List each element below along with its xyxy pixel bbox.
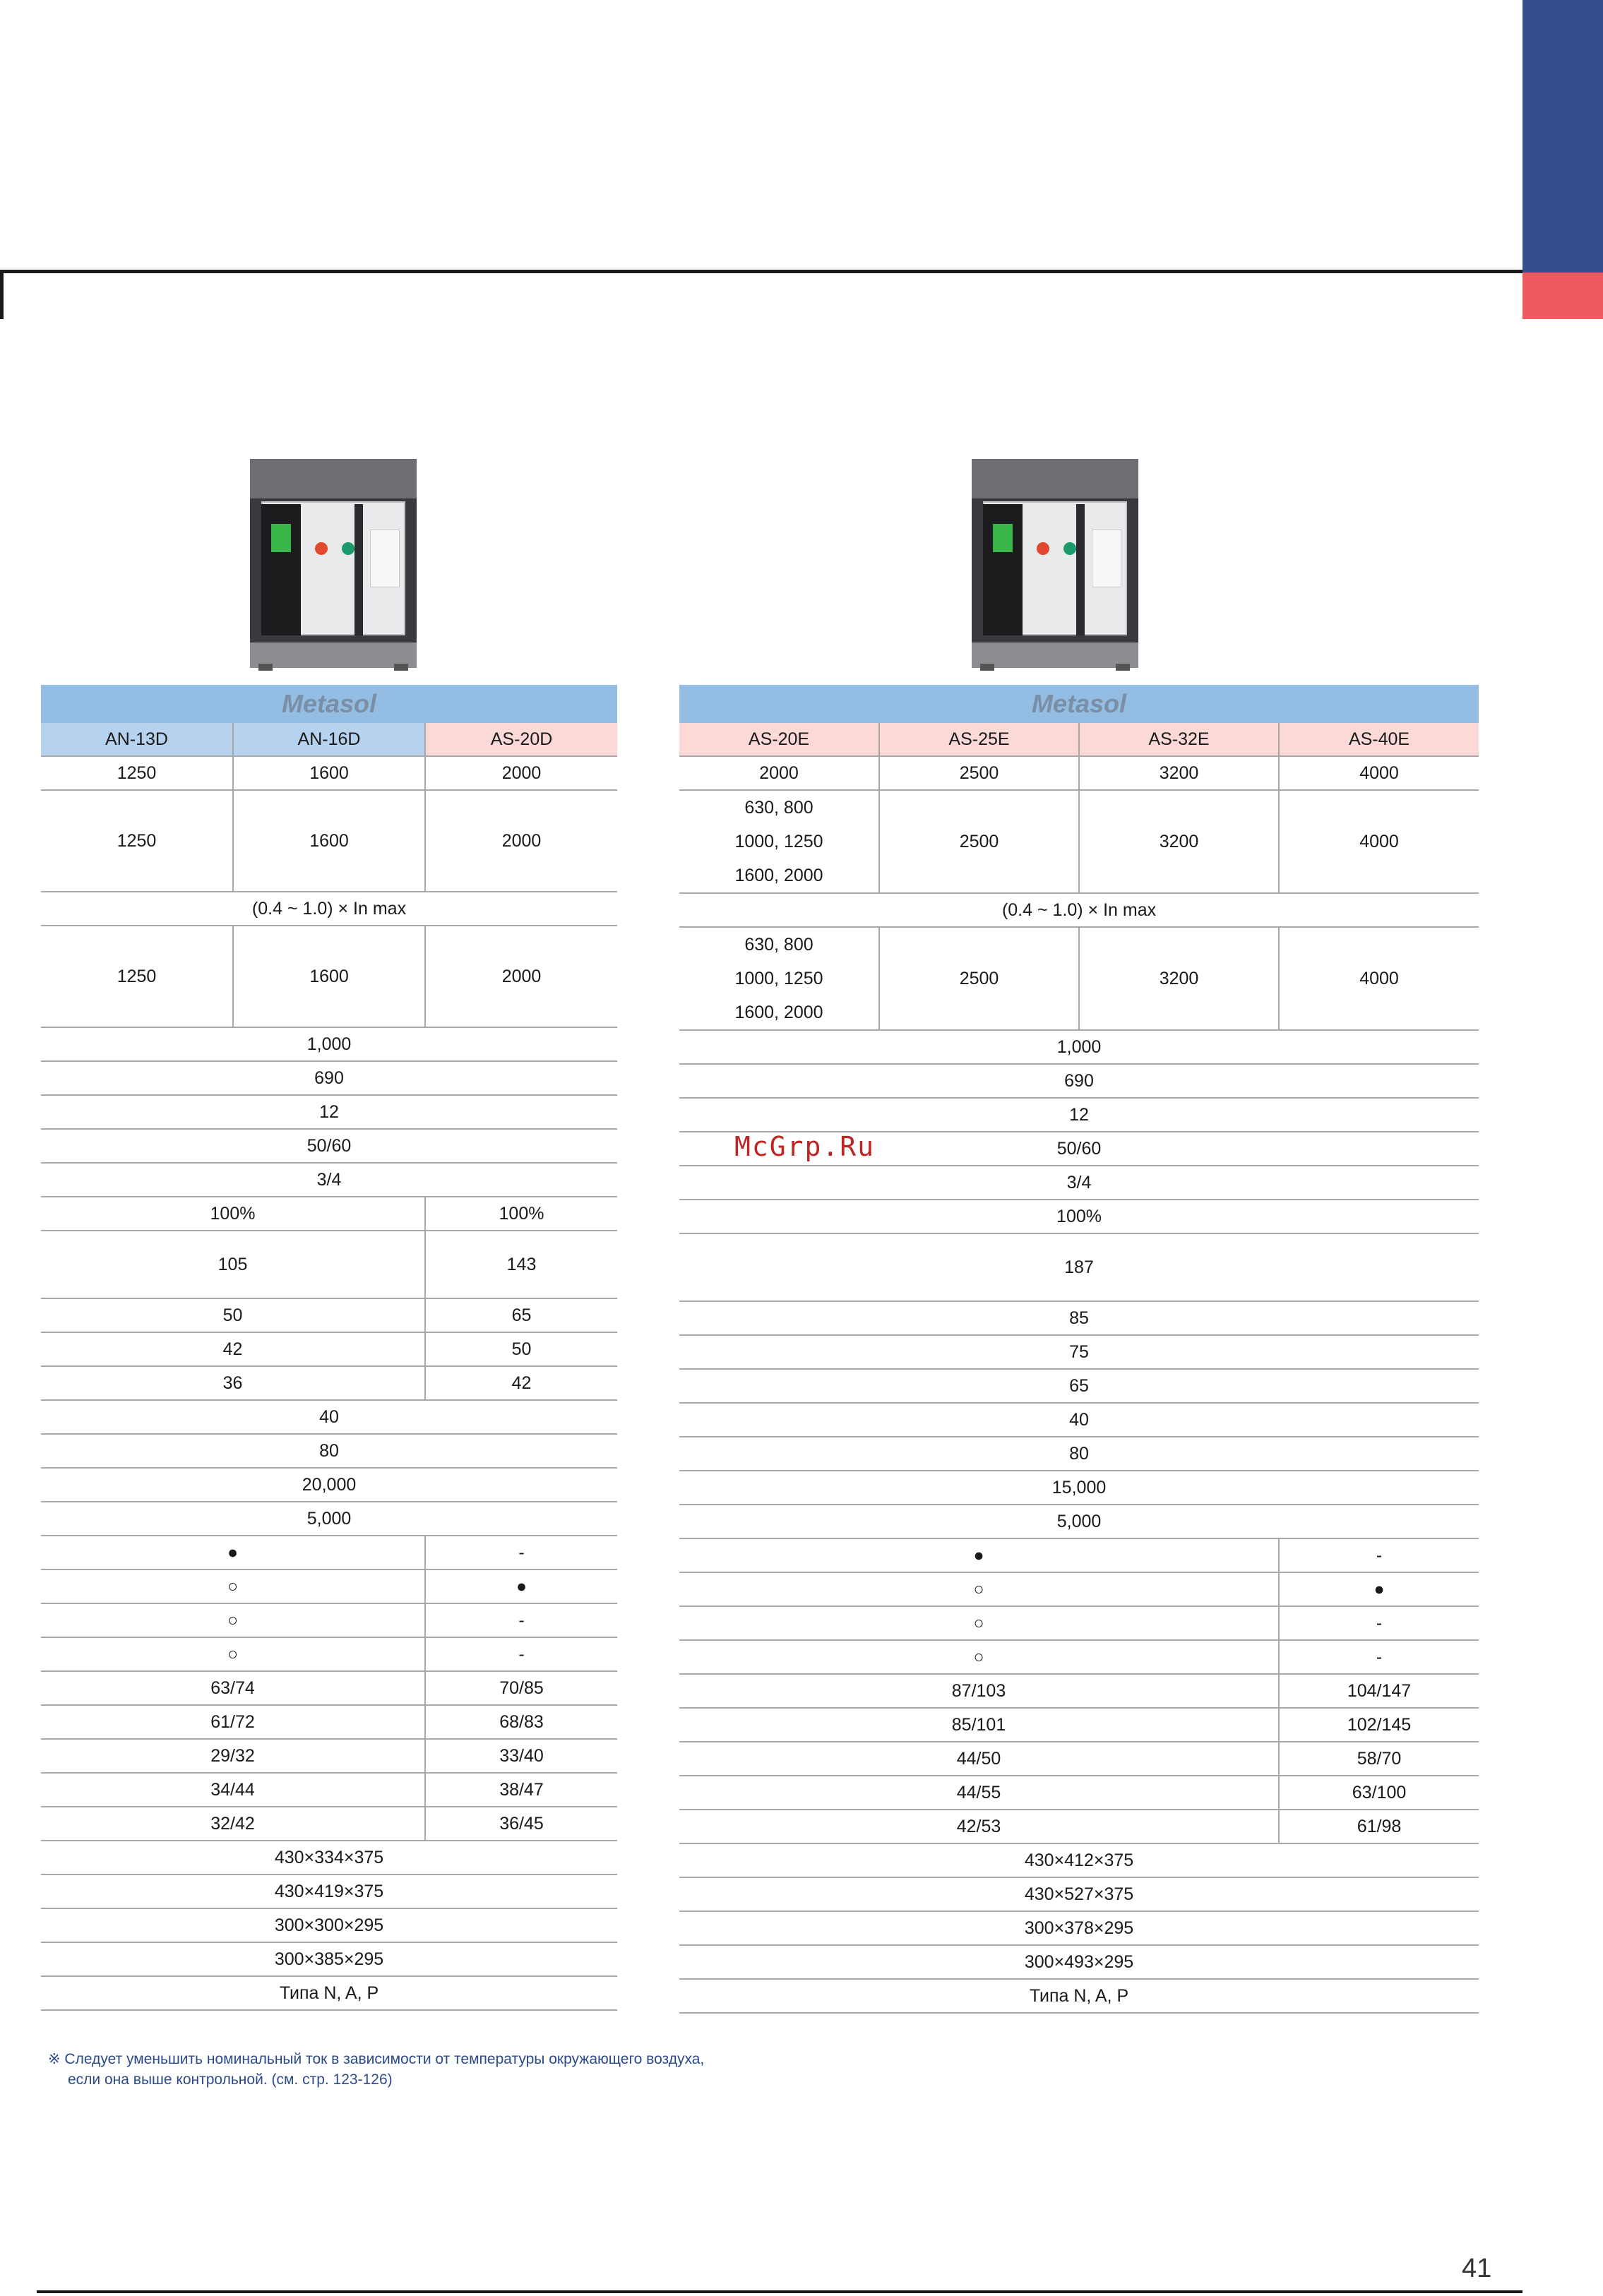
table-cell: 63/100 — [1279, 1776, 1479, 1810]
table-row — [679, 756, 1479, 790]
table-row — [41, 1976, 617, 2010]
table-cell: ○ — [41, 1569, 425, 1603]
table-row — [41, 1027, 617, 1061]
table-row — [679, 1776, 1479, 1810]
table-row — [679, 1098, 1479, 1132]
header-rule — [0, 270, 1522, 273]
table-row — [41, 1875, 617, 1908]
spec-table-left — [41, 685, 617, 2011]
table-row — [41, 1400, 617, 1434]
table-cell: ○ — [679, 1572, 1279, 1606]
table-row — [41, 892, 617, 926]
table-cell: 690 — [679, 1064, 1479, 1098]
table-cell: 65 — [679, 1369, 1479, 1403]
footnote-line: если она выше контрольной. (см. стр. 123-126) — [68, 2071, 393, 2088]
table-cell: - — [1279, 1606, 1479, 1640]
table-cell: 40 — [41, 1400, 617, 1434]
table-cell: 300×493×295 — [679, 1945, 1479, 1979]
brand-header: Metasol — [41, 685, 617, 723]
table-row — [679, 1572, 1479, 1606]
table-row — [41, 1434, 617, 1468]
table-cell: ○ — [679, 1640, 1279, 1674]
table-cell: 61/72 — [41, 1705, 425, 1739]
table-row — [679, 1810, 1479, 1843]
table-row — [679, 1471, 1479, 1505]
table-cell: 690 — [41, 1061, 617, 1095]
table-cell: 80 — [41, 1434, 617, 1468]
table-cell: 50 — [41, 1298, 425, 1332]
table-cell: Типа N, A, P — [679, 1979, 1479, 2013]
table-cell: 44/50 — [679, 1742, 1279, 1776]
table-cell: 42 — [425, 1366, 617, 1400]
table-cell: 5,000 — [679, 1505, 1479, 1538]
table-cell: ● — [425, 1569, 617, 1603]
table-cell: 63/74 — [41, 1671, 425, 1705]
table-cell: 104/147 — [1279, 1674, 1479, 1708]
table-cell: 3200 — [1079, 790, 1279, 893]
model-header: AS-32E — [1079, 723, 1279, 756]
table-cell: - — [425, 1637, 617, 1671]
table-cell: 4000 — [1279, 927, 1479, 1030]
table-cell: 430×419×375 — [41, 1875, 617, 1908]
table-cell: 143 — [425, 1231, 617, 1298]
table-cell — [679, 927, 879, 1030]
table-row — [679, 1166, 1479, 1200]
table-row — [679, 1606, 1479, 1640]
table-row — [41, 1671, 617, 1705]
table-row — [41, 1908, 617, 1942]
table-row — [679, 1064, 1479, 1098]
model-header: AS-25E — [879, 723, 1079, 756]
table-cell: 3200 — [1079, 756, 1279, 790]
page-number: 41 — [1462, 2254, 1492, 2283]
table-cell: 15,000 — [679, 1471, 1479, 1505]
table-cell: 42/53 — [679, 1810, 1279, 1843]
table-cell: 1600 — [233, 926, 425, 1027]
table-row — [679, 1843, 1479, 1877]
table-row — [41, 1807, 617, 1841]
table-cell: 32/42 — [41, 1807, 425, 1841]
table-row — [679, 1911, 1479, 1945]
table-cell: - — [425, 1603, 617, 1637]
table-cell: 3200 — [1079, 927, 1279, 1030]
table-cell: 2500 — [879, 927, 1079, 1030]
table-cell: 50/60 — [41, 1129, 617, 1163]
table-cell: 36 — [41, 1366, 425, 1400]
table-row — [41, 1231, 617, 1298]
table-row — [679, 1335, 1479, 1369]
table-cell: ● — [679, 1538, 1279, 1572]
table-row — [679, 790, 1479, 893]
table-cell: 100% — [425, 1197, 617, 1231]
cell-line: 1600, 2000 — [734, 866, 823, 885]
table-cell: 2000 — [679, 756, 879, 790]
table-row — [41, 926, 617, 1027]
table-cell: 40 — [679, 1403, 1479, 1437]
table-cell: 430×334×375 — [41, 1841, 617, 1875]
table-cell: 34/44 — [41, 1773, 425, 1807]
model-header: AN-16D — [233, 723, 425, 756]
table-row — [679, 1437, 1479, 1471]
table-cell: Типа N, A, P — [41, 1976, 617, 2010]
table-cell: 4000 — [1279, 790, 1479, 893]
model-header: AN-13D — [41, 723, 233, 756]
table-row — [679, 1945, 1479, 1979]
watermark: McGrp.Ru — [734, 1131, 876, 1162]
table-row — [41, 756, 617, 790]
table-cell: 50 — [425, 1332, 617, 1366]
table-cell: 75 — [679, 1335, 1479, 1369]
table-cell: 1,000 — [41, 1027, 617, 1061]
breaker-photo-right — [972, 459, 1138, 671]
cell-line: 630, 800 — [744, 798, 814, 818]
table-cell: 36/45 — [425, 1807, 617, 1841]
table-cell: 5,000 — [41, 1502, 617, 1536]
table-cell: 70/85 — [425, 1671, 617, 1705]
table-cell: ○ — [679, 1606, 1279, 1640]
cell-line: 1000, 1250 — [734, 969, 823, 988]
table-cell: 1,000 — [679, 1030, 1479, 1064]
table-cell: - — [1279, 1538, 1479, 1572]
table-cell: 2500 — [879, 756, 1079, 790]
table-cell — [679, 790, 879, 893]
table-cell: 105 — [41, 1231, 425, 1298]
table-cell: 1600 — [233, 790, 425, 892]
table-cell: 58/70 — [1279, 1742, 1479, 1776]
table-cell: 85/101 — [679, 1708, 1279, 1742]
table-cell: 100% — [679, 1200, 1479, 1233]
table-cell: 42 — [41, 1332, 425, 1366]
table-cell: 61/98 — [1279, 1810, 1479, 1843]
table-row — [41, 1536, 617, 1569]
table-row — [41, 1773, 617, 1807]
table-cell: 3/4 — [41, 1163, 617, 1197]
table-cell: 187 — [679, 1233, 1479, 1301]
table-cell: 300×300×295 — [41, 1908, 617, 1942]
table-cell: 100% — [41, 1197, 425, 1231]
cell-line: 1600, 2000 — [734, 1003, 823, 1022]
table-row — [41, 1095, 617, 1129]
table-row — [679, 1369, 1479, 1403]
table-row — [679, 1301, 1479, 1335]
table-row — [41, 1197, 617, 1231]
table-row — [41, 1942, 617, 1976]
table-row — [41, 1366, 617, 1400]
header-rule-corner — [0, 270, 4, 319]
table-row — [41, 1502, 617, 1536]
table-row — [679, 1403, 1479, 1437]
breaker-photo-left — [250, 459, 417, 671]
table-row — [41, 1705, 617, 1739]
table-row — [679, 1742, 1479, 1776]
table-cell: 12 — [41, 1095, 617, 1129]
table-cell: 1250 — [41, 790, 233, 892]
table-cell: 430×527×375 — [679, 1877, 1479, 1911]
cell-line: 1000, 1250 — [734, 832, 823, 851]
table-cell: 68/83 — [425, 1705, 617, 1739]
table-cell: (0.4 ~ 1.0) × In max — [679, 893, 1479, 927]
table-cell: 20,000 — [41, 1468, 617, 1502]
table-row — [679, 1877, 1479, 1911]
section-tab-red — [1522, 273, 1603, 319]
table-cell: 300×385×295 — [41, 1942, 617, 1976]
table-cell: (0.4 ~ 1.0) × In max — [41, 892, 617, 926]
table-row — [41, 1841, 617, 1875]
table-row — [41, 1468, 617, 1502]
table-row — [41, 1129, 617, 1163]
table-row — [41, 1061, 617, 1095]
table-cell: 50/60 — [679, 1132, 1479, 1166]
table-row — [679, 1708, 1479, 1742]
table-row — [41, 1739, 617, 1773]
model-header: AS-20E — [679, 723, 879, 756]
table-cell: ● — [1279, 1572, 1479, 1606]
brand-header: Metasol — [679, 685, 1479, 723]
table-row — [41, 1298, 617, 1332]
footer-rule — [37, 2290, 1522, 2293]
table-cell: 1250 — [41, 926, 233, 1027]
table-row — [679, 1674, 1479, 1708]
table-cell: ○ — [41, 1637, 425, 1671]
table-cell: 3/4 — [679, 1166, 1479, 1200]
table-cell: - — [1279, 1640, 1479, 1674]
table-cell: 87/103 — [679, 1674, 1279, 1708]
table-cell: 29/32 — [41, 1739, 425, 1773]
table-cell: 4000 — [1279, 756, 1479, 790]
footnote-line: ※ Следует уменьшить номинальный ток в зависимости от температуры окружающего воздуха, — [48, 2051, 705, 2067]
table-row — [679, 893, 1479, 927]
section-tab-blue — [1522, 0, 1603, 273]
table-row — [679, 1979, 1479, 2013]
table-cell: 1600 — [233, 756, 425, 790]
table-cell: 1250 — [41, 756, 233, 790]
table-cell: 300×378×295 — [679, 1911, 1479, 1945]
table-row — [679, 1030, 1479, 1064]
table-cell: 38/47 — [425, 1773, 617, 1807]
table-row — [679, 1200, 1479, 1233]
table-row — [679, 1640, 1479, 1674]
table-row — [41, 1163, 617, 1197]
table-row — [41, 790, 617, 892]
table-cell: 65 — [425, 1298, 617, 1332]
table-row — [679, 1538, 1479, 1572]
table-cell: ● — [41, 1536, 425, 1569]
table-row — [679, 1233, 1479, 1301]
table-cell: 2000 — [425, 756, 617, 790]
table-cell: 85 — [679, 1301, 1479, 1335]
table-row — [41, 1569, 617, 1603]
table-cell: ○ — [41, 1603, 425, 1637]
cell-line: 630, 800 — [744, 935, 814, 955]
table-cell: 12 — [679, 1098, 1479, 1132]
table-cell: 2000 — [425, 926, 617, 1027]
spec-table-right — [679, 685, 1479, 2014]
footnote — [48, 2049, 704, 2090]
table-cell: 2000 — [425, 790, 617, 892]
table-cell: 33/40 — [425, 1739, 617, 1773]
table-row — [41, 1332, 617, 1366]
table-cell: 430×412×375 — [679, 1843, 1479, 1877]
table-row — [679, 1505, 1479, 1538]
table-cell: - — [425, 1536, 617, 1569]
table-row — [41, 1603, 617, 1637]
model-header: AS-40E — [1279, 723, 1479, 756]
table-cell: 102/145 — [1279, 1708, 1479, 1742]
table-cell: 2500 — [879, 790, 1079, 893]
table-cell: 80 — [679, 1437, 1479, 1471]
model-header: AS-20D — [425, 723, 617, 756]
table-row — [679, 927, 1479, 1030]
table-row — [41, 1637, 617, 1671]
table-cell: 44/55 — [679, 1776, 1279, 1810]
